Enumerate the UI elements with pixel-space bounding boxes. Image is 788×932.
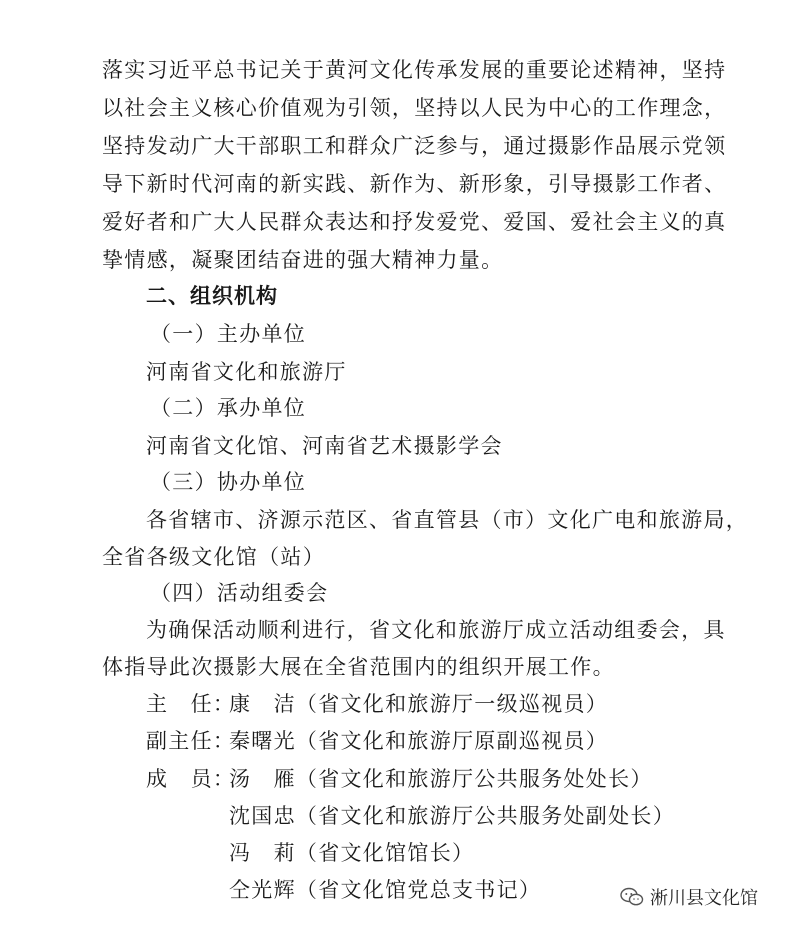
subsection-heading-organizer: （二）承办单位 — [150, 396, 307, 420]
subsection-heading-host: （一）主办单位 — [150, 322, 307, 346]
section-heading: 二、组织机构 — [146, 284, 278, 308]
member-entry: 冯 莉（省文化馆馆长） — [229, 841, 475, 865]
paragraph-line: 挚情感，凝聚团结奋进的强大精神力量。 — [102, 248, 504, 272]
host-unit: 河南省文化和旅游厅 — [146, 360, 347, 384]
member-entry: 仝光辉（省文化馆党总支书记） — [229, 878, 542, 902]
co-organizer-line: 全省各级文化馆（站） — [102, 545, 325, 569]
subsection-heading-co-organizer: （三）协办单位 — [150, 470, 307, 494]
deputy-label: 副主任： — [146, 729, 236, 753]
director-label: 主 任： — [146, 692, 236, 716]
organizer-unit: 河南省文化馆、河南省艺术摄影学会 — [146, 434, 503, 458]
paragraph-line: 坚持发动广大干部职工和群众广泛参与，通过摄影作品展示党领 — [102, 134, 727, 158]
account-watermark — [620, 884, 758, 910]
co-organizer-line: 各省辖市、济源示范区、省直管县（市）文化广电和旅游局， — [146, 508, 749, 532]
paragraph-line: 以社会主义核心价值观为引领，坚持以人民为中心的工作理念， — [102, 96, 727, 120]
paragraph-line: 爱好者和广大人民群众表达和抒发爱党、爱国、爱社会主义的真 — [102, 210, 727, 234]
subsection-heading-committee: （四）活动组委会 — [150, 581, 329, 605]
wechat-icon — [620, 886, 644, 908]
deputy-name: 秦曙光（省文化和旅游厅原副巡视员） — [229, 729, 609, 753]
committee-intro-line: 体指导此次摄影大展在全省范围内的组织开展工作。 — [102, 655, 615, 679]
paragraph-line: 落实习近平总书记关于黄河文化传承发展的重要论述精神，坚持 — [102, 58, 727, 82]
committee-intro-line: 为确保活动顺利进行，省文化和旅游厅成立活动组委会，具 — [146, 618, 726, 642]
director-name: 康 洁（省文化和旅游厅一级巡视员） — [229, 692, 609, 716]
member-entry: 沈国忠（省文化和旅游厅公共服务处副处长） — [229, 804, 675, 828]
members-label: 成 员： — [146, 767, 236, 791]
member-entry: 汤 雁（省文化和旅游厅公共服务处处长） — [229, 767, 653, 791]
paragraph-line: 导下新时代河南的新实践、新作为、新形象，引导摄影工作者、 — [102, 172, 727, 196]
watermark-text: 淅川县文化馆 — [650, 888, 758, 909]
